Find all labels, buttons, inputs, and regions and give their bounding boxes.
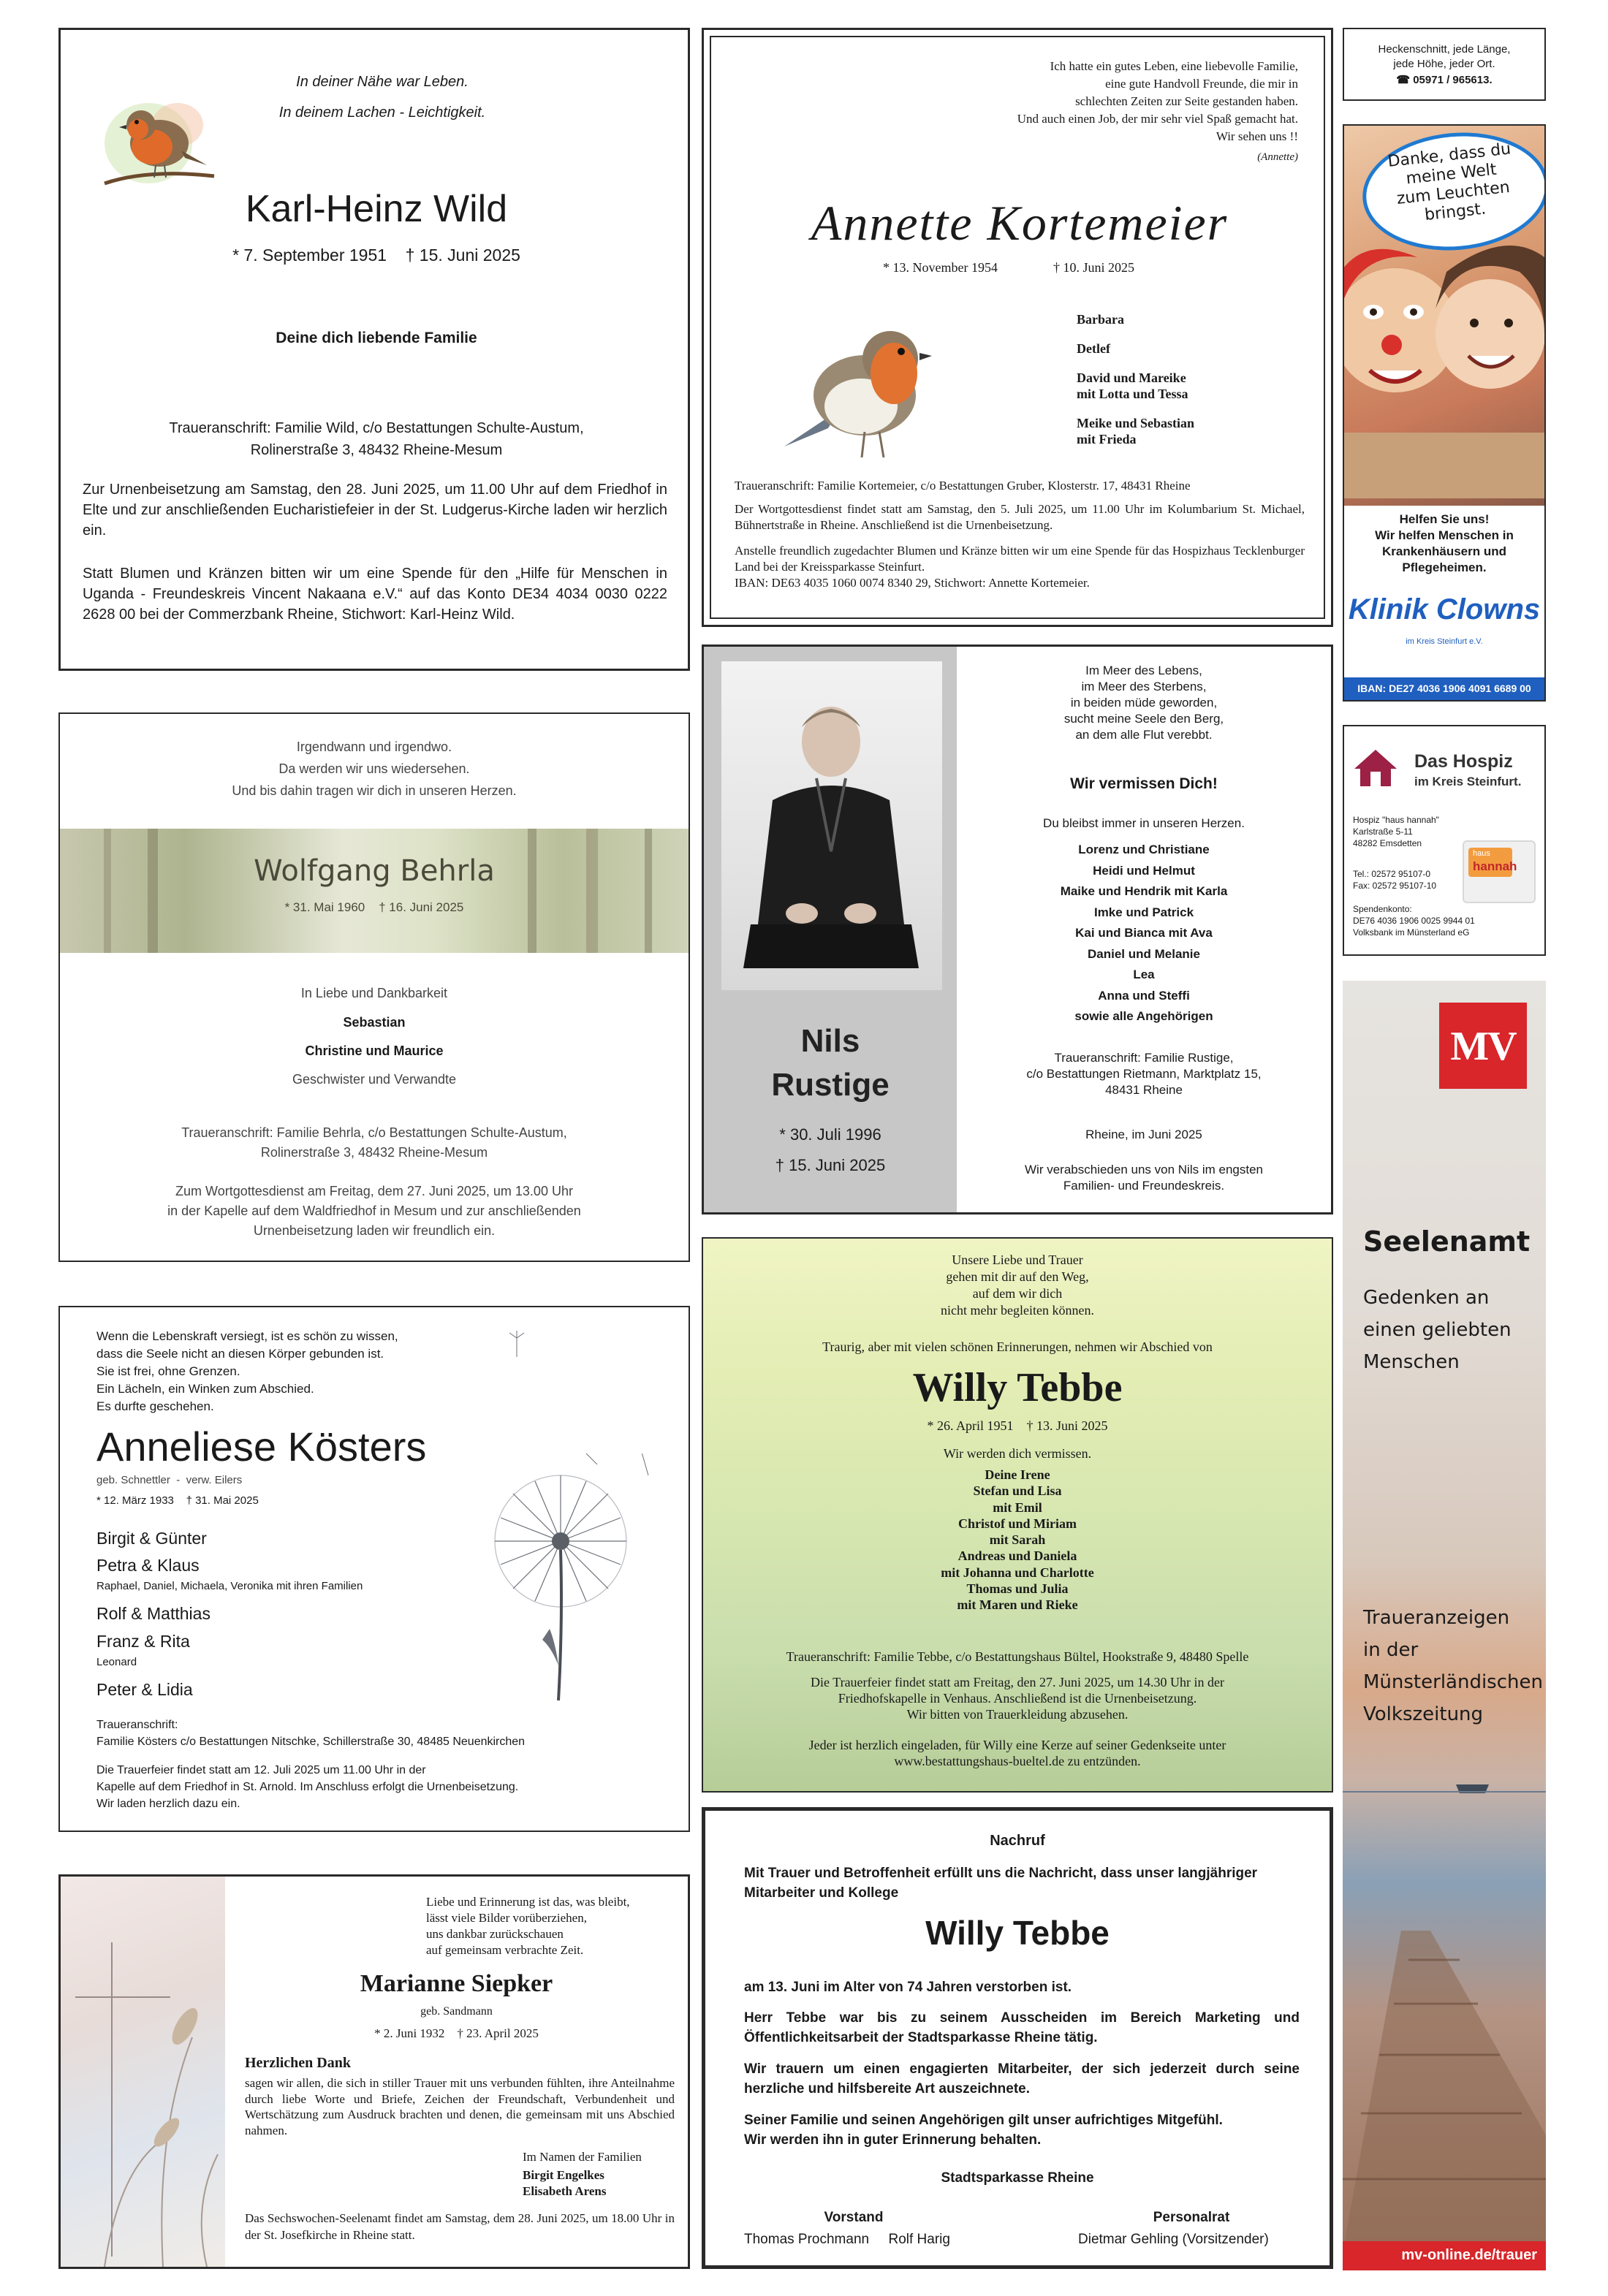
hospiz-phone: Tel.: 02572 95107-0 Fax: 02572 95107-10 [1353,869,1437,891]
ad-title: Seelenamt [1363,1225,1531,1258]
life-dates: * 31. Mai 1960 † 16. Juni 2025 [284,900,464,914]
intro: Mit Trauer und Betroffenheit erfüllt uns die Nachricht, dass unser langjähriger Mitarbeiter und Kollege [744,1866,1258,1901]
klinik-clowns-logo: Klinik Clowns [1348,593,1541,626]
deceased-name: Anneliese Kösters [96,1423,427,1470]
hospiz-address: Hospiz "haus hannah" Karlstraße 5-11 48282 Emsdetten [1353,815,1439,848]
forest-trees [60,829,689,953]
hannah-logo-bottom: hannah [1473,859,1517,873]
thanks-title: Herzlichen Dank [245,2055,351,2071]
mourner-3: David und Mareike mit Lotta und Tessa [1077,370,1188,401]
mourner-1: Sebastian [343,1015,406,1030]
service-notice: Zum Wortgottesdienst am Freitag, dem 27. Juni 2025, um 13.00 Uhr in der Kapelle auf dem Waldfriedhof in Mesum und zur anschließenden Urnenbeisetzung laden wir freundlich ein. [167,1184,581,1238]
mv-logo: MV [1450,1024,1516,1069]
life-dates: * 12. März 1933 † 31. Mai 2025 [96,1494,259,1507]
death-date: † 15. Juni 2025 [775,1156,886,1174]
mourners [1077,311,1296,447]
hannah-logo-top: haus [1473,849,1490,858]
mourner-1: Barbara [1077,312,1124,327]
mourner-2: Detlef [1077,341,1110,356]
ad-hospiz [1343,725,1546,956]
hospiz-subtitle: im Kreis Steinfurt. [1414,775,1522,788]
ad-subtitle-1: Gedenken an einen geliebten Menschen [1363,1287,1512,1373]
ad-phone: ☎ 05971 / 965613. [1396,74,1493,86]
deceased-name: Marianne Siepker [360,1970,553,1997]
obituary-karl-heinz-wild [58,28,690,671]
ad-text: Heckenschnitt, jede Länge, jede Höhe, jeder Ort. [1378,43,1511,70]
deceased-name: Annette Kortemeier [811,195,1229,251]
deceased-name: Wolfgang Behrla [254,854,495,888]
life-dates: * 2. Juni 1932 † 23. April 2025 [374,2026,539,2040]
mourning-address: Traueranschrift: Familie Kösters c/o Bestattungen Nitschke, Schillerstraße 30, 48485 Neuenkirchen [96,1719,526,1748]
cross-and-wheat-illustration [61,1877,225,2267]
mourning-address: Traueranschrift: Familie Tebbe, c/o Bestattungshaus Bültel, Hookstraße 9, 48480 Spelle [786,1649,1249,1664]
service-notice: Der Wortgottesdienst findet statt am Samstag, den 5. Juli 2025, um 11.00 Uhr im Kolumbarium St. Michael, Bühnertstraße in Rheine. Anschließend ist die Urnenbeisetzung. [735,502,1305,532]
obituary-marianne-siepker [58,1874,690,2269]
mourner-2: Petra & Klaus [96,1556,200,1575]
paragraph-2: Herr Tebbe war bis zu seinem Ausscheiden im Bereich Marketing und Öffentlichkeitsarbeit der Stadtsparkasse Rheine tätig. [744,2010,1300,2045]
ad-url[interactable]: mv-online.de/trauer [1401,2247,1537,2263]
mourning-address: Traueranschrift: Familie Behrla, c/o Bestattungen Schulte-Austum, Rolinerstraße 3, 48432 Rheine-Mesum [181,1125,567,1160]
funeral-notice: Zur Urnenbeisetzung am Samstag, den 28. Juni 2025, um 11.00 Uhr auf dem Friedhof in Elte und zur anschließenden Eucharistiefeier in der St. Ludgerus-Kirche laden wir herzlich ein. [83,482,667,539]
we-will-miss-you: Wir werden dich vermissen. [943,1446,1092,1461]
organisation: Stadtsparkasse Rheine [941,2170,1094,2186]
ad-hedge-cutting [1343,28,1546,101]
intro: Traurig, aber mit vielen schönen Erinnerungen, nehmen wir Abschied von [822,1339,1213,1354]
life-dates: * 26. April 1951 † 13. Juni 2025 [927,1418,1108,1433]
mourners: Lorenz und Christiane Heidi und Helmut Maike und Hendrik mit Karla Imke und Patrick Kai und Bianca mit Ava Daniel und Melanie Lea Anna und Steffi sowie alle Angehörigen [1060,843,1228,1023]
paragraph-4: Seiner Familie und seinen Angehörigen gilt unser aufrichtiges Mitgefühl. Wir werden ihn in guter Erinnerung behalten. [744,2113,1223,2148]
board-names: Thomas Prochmann Rolf Harig [744,2232,950,2247]
obituary-wolfgang-behrla [58,712,690,1262]
works-council-names: Dietmar Gehling (Vorsitzender) [1078,2232,1269,2247]
mourning-address: Traueranschrift: Familie Rustige, c/o Bestattungen Rietmann, Marktplatz 15, 48431 Rheine [1026,1051,1262,1097]
board-title: Vorstand [824,2210,884,2225]
candle-invitation: Jeder ist herzlich eingeladen, für Willy eine Kerze auf seiner Gedenkseite unter www.bestattungshaus-bueltel.de zu entzünden. [808,1738,1226,1768]
ad-mv-seelenamt [1343,981,1546,2270]
poem: Irgendwann und irgendwo. Da werden wir uns wiedersehen. Und bis dahin tragen wir dich in unseren Herzen. [232,740,517,798]
poem-signature: (Annette) [1257,151,1298,163]
mourner-4: Meike und Sebastian mit Frieda [1077,416,1195,446]
obituary-willy-tebbe-employer [702,1807,1333,2269]
poem: Liebe und Erinnerung ist das, was bleibt, lässt viele Bilder vorüberziehen, uns dankbar zurückschauen auf gemeinsam verbrachte Zeit. [426,1895,630,1957]
ad-klinik-clowns [1343,124,1546,702]
deceased-name: Nils Rustige [771,1023,890,1103]
house-icon [1353,748,1398,788]
hospiz-title: Das Hospiz [1414,751,1513,772]
works-council-title: Personalrat [1153,2210,1230,2225]
ad-subtitle-2: Traueranzeigen in der Münsterländischen Volkszeitung [1363,1607,1543,1725]
in-our-hearts: Du bleibst immer in unseren Herzen. [1043,816,1245,830]
service-notice: Die Trauerfeier findet statt am 12. Juli 2025 um 11.00 Uhr in der Kapelle auf dem Friedhof in St. Arnold. Im Anschluss erfolgt die Urnenbeisetzung. Wir laden herzlich dazu ein. [96,1764,519,1810]
poem: Im Meer des Lebens, im Meer des Sterbens, in beiden müde geworden, sucht meine Seele den Berg, an dem alle Flut verebbt. [1063,664,1224,742]
mourning-address: Traueranschrift: Familie Wild, c/o Bestattungen Schulte-Austum, Rolinerstraße 3, 48432 Rheine-Mesum [169,420,584,458]
family-intro: Im Namen der Familien [523,2150,642,2164]
deceased-name: Willy Tebbe [925,1914,1110,1952]
birth-date: * 13. November 1954 [883,260,998,275]
obituary-willy-tebbe-family [702,1237,1333,1793]
deceased-name: Willy Tebbe [912,1365,1123,1410]
robin-illustration [90,74,221,205]
paragraph-3: Wir trauern um einen engagierten Mitarbeiter, der sich jederzeit durch seine herzliche und hilfsbereite Art auszeichnete. [744,2061,1300,2097]
birth-name: geb. Schnettler - verw. Eilers [96,1474,243,1486]
birth-name: geb. Sandmann [420,2005,493,2018]
hospiz-bank: Spendenkonto: DE76 4036 1906 0025 9944 01 Volksbank im Münsterland eG [1353,904,1475,938]
logo-subtitle: im Kreis Steinfurt e.V. [1406,637,1483,646]
poem: Unsere Liebe und Trauer gehen mit dir auf den Weg, auf dem wir dich nicht mehr begleiten können. [941,1252,1094,1318]
nachruf-heading: Nachruf [990,1833,1045,1849]
birth-date: * 30. Juli 1996 [779,1125,881,1144]
mourner-3: Geschwister und Verwandte [292,1072,457,1087]
intro: In Liebe und Dankbarkeit [300,986,448,1000]
service-notice: Die Trauerfeier findet statt am Freitag, den 27. Juni 2025, um 14.30 Uhr in der Friedhofskapelle in Venhaus. Anschließend ist die Urnenbeisetzung. Wir bitten von Trauerkleidung abzusehen. [811,1675,1224,1722]
we-miss-you: Wir vermissen Dich! [1070,775,1218,792]
obituary-anneliese-koesters [58,1306,690,1832]
service-notice: Das Sechswochen-Seelenamt findet am Samstag, dem 28. Juni 2025, um 18.00 Uhr in der St. Josefkirche in Rheine statt. [245,2211,675,2242]
dandelion-seed-small [506,1329,528,1358]
death-date: † 10. Juni 2025 [1053,260,1135,275]
thanks-text: sagen wir allen, die sich in stiller Trauer mit uns verbunden fühlten, ihre Anteilnahme durch liebe Worte und Briefe, Zeichen der Freundschaft, Verbundenheit und Wertschätzung zum Ausdruck brachten und denen, die gemeinsam mit uns Abschied nahmen. [245,2076,675,2137]
obituary-annette-kortemeier [702,28,1333,627]
mourner-4-family: Leonard [96,1656,137,1668]
obituary-nils-rustige [702,645,1333,1214]
portrait-photo [721,661,942,990]
mourning-address: Traueranschrift: Familie Kortemeier, c/o Bestattungen Gruber, Klosterstr. 17, 48431 Rheine [735,479,1191,493]
mourner-4: Franz & Rita [96,1632,190,1651]
mourner-2: Christine und Maurice [305,1044,444,1058]
donation-notice: Statt Blumen und Kränzen bitten wir um eine Spende für den „Hilfe für Menschen in Uganda - Freundeskreis Vincent Nakaana e.V.“ auf das Konto DE34 4034 0030 0222 2628 00 bei der Commerzbank Rheine, Stichwort: Karl-Heinz Wild. [83,566,667,623]
place-date: Rheine, im Juni 2025 [1085,1128,1202,1141]
mourner-1: Birgit & Günter [96,1529,207,1548]
hannah-puzzle-logo [1463,840,1536,903]
mourner-5: Peter & Lidia [96,1680,193,1699]
mourner-3: Rolf & Matthias [96,1604,211,1623]
robin-illustration [770,300,945,476]
life-dates: * 7. September 1951 † 15. Juni 2025 [232,246,520,265]
paragraph-1: am 13. Juni im Alter von 74 Jahren verstorben ist. [744,1980,1072,1995]
call-to-action: Helfen Sie uns! Wir helfen Menschen in Krankenhäusern und Pflegeheimen. [1375,512,1514,574]
donation-notice: Anstelle freundlich zugedachter Blumen und Kränze bitten wir um eine Spende für das Hospizhaus Tecklenburger Land bei der Kreissparkasse Steinfurt. IBAN: DE63 4035 1060 0074 8340 29, Stichwort: Annette Kortemeier. [735,544,1305,590]
mourners: Deine Irene Stefan und Lisa mit Emil Christof und Miriam mit Sarah Andreas und Daniela mit Johanna und Charlotte Thomas und Julia mit Maren und Rieke [941,1467,1094,1613]
farewell-note: Wir verabschieden uns von Nils im engsten Familien- und Freundeskreis. [1025,1163,1263,1193]
bubble-text: Danke, dass du meine Welt zum Leuchten bringst. [1387,140,1512,225]
deceased-name: Karl-Heinz Wild [245,188,508,230]
iban: IBAN: DE27 4036 1906 4091 6689 00 [1357,683,1531,694]
family-signature: Deine dich liebende Familie [276,330,477,346]
kneeling-person-silhouette [721,661,942,990]
mourner-2-family: Raphael, Daniel, Michaela, Veronika mit ihren Familien [96,1580,363,1592]
family-names: Birgit Engelkes Elisabeth Arens [523,2168,607,2198]
dandelion-illustration [469,1453,674,1702]
poem: Wenn die Lebenskraft versiegt, ist es schön zu wissen, dass die Seele nicht an diesen Körper gebunden ist. Sie ist frei, ohne Grenzen. Ein Lächeln, ein Winken zum Abschied. Es durfte geschehen. [96,1329,398,1413]
pier-illustration [1343,1741,1546,2252]
poem: Ich hatte ein gutes Leben, eine liebevolle Familie, eine gute Handvoll Freunde, die mir in schlechten Zeiten zur Seite gestanden haben. Und auch einen Job, der mir sehr viel Spaß gemacht hat. Wir sehen uns !! [1017,59,1298,143]
motto: In deiner Nähe war Leben. In deinem Lachen - Leichtigkeit. [278,74,486,121]
